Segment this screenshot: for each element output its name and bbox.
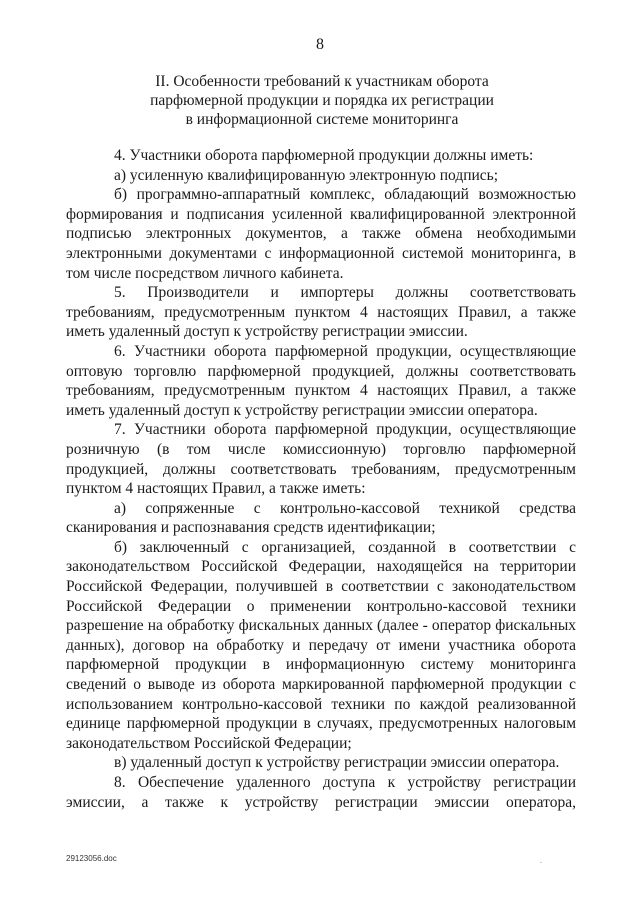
paragraph-4a: а) усиленную квалифицированную электронную подпись; — [114, 166, 499, 184]
section-title-line: в информационной системе мониторинга — [185, 111, 459, 128]
footer-file-name: 29123056.doc — [66, 854, 117, 863]
paragraph-7v: в) удаленный доступ к устройству регистрации эмиссии оператора. — [114, 754, 560, 772]
page-number: 8 — [316, 36, 324, 53]
document-body — [66, 146, 576, 812]
section-title — [90, 72, 554, 129]
paragraph-7a: а) сопряженные с контрольно-кассовой техникой средства сканирования и распознавания средств идентификации; — [66, 499, 576, 537]
paragraph-7b: б) заключенный с организацией, созданной в соответствии с законодательством Российской Федерации, находящейся на территории Российской Федерации, получившей в соответствии с законодательством Российской Федерации о применении контрольно-кассовой техники разрешение на обработку фискальных данных (далее - оператор фискальных данных), договор на обработку и передачу от имени участника оборота парфюмерной продукции в информационную систему мониторинга сведений о выводе из оборота маркированной парфюмерной продукции с использованием контрольно-кассовой техники по каждой реализованной единице парфюмерной продукции в случаях, предусмотренных налоговым законодательством Российской Федерации; — [66, 538, 576, 752]
paragraph-7-intro: 7. Участники оборота парфюмерной продукции, осуществляющие розничную (в том числе комиссионную) торговлю парфюмерной продукцией, должны соответствовать требованиям, предусмотренным пунктом 4 настоящих Правил, а также иметь: — [66, 421, 576, 498]
section-title-line: парфюмерной продукции и порядка их регистрации — [150, 92, 494, 109]
paragraph-4b: б) программно-аппаратный комплекс, обладающий возможностью формирования и подписания усиленной квалифицированной электронной подписью электронных документов, а также обмена необходимыми электронными документами с информационной системой мониторинга, в том числе посредством личного кабинета. — [66, 186, 576, 282]
paragraph-6: 6. Участники оборота парфюмерной продукции, осуществляющие оптовую торговлю парфюмерной продукцией, должны соответствовать требованиям, предусмотренным пунктом 4 настоящих Правил, а также иметь удаленный доступ к устройству регистрации эмиссии оператора. — [66, 342, 576, 419]
corner-mark: . — [540, 856, 542, 865]
paragraph-8: 8. Обеспечение удаленного доступа к устройству регистрации эмиссии, а также к устройству регистрации эмиссии оператора, — [66, 774, 576, 811]
paragraph-4-intro: 4. Участники оборота парфюмерной продукции должны иметь: — [114, 147, 534, 164]
paragraph-5: 5. Производители и импортеры должны соответствовать требованиям, предусмотренным пунктом 4 настоящих Правил, а также иметь удаленный доступ к устройству регистрации эмиссии. — [66, 284, 576, 341]
section-title-line: II. Особенности требований к участникам оборота — [155, 73, 489, 90]
